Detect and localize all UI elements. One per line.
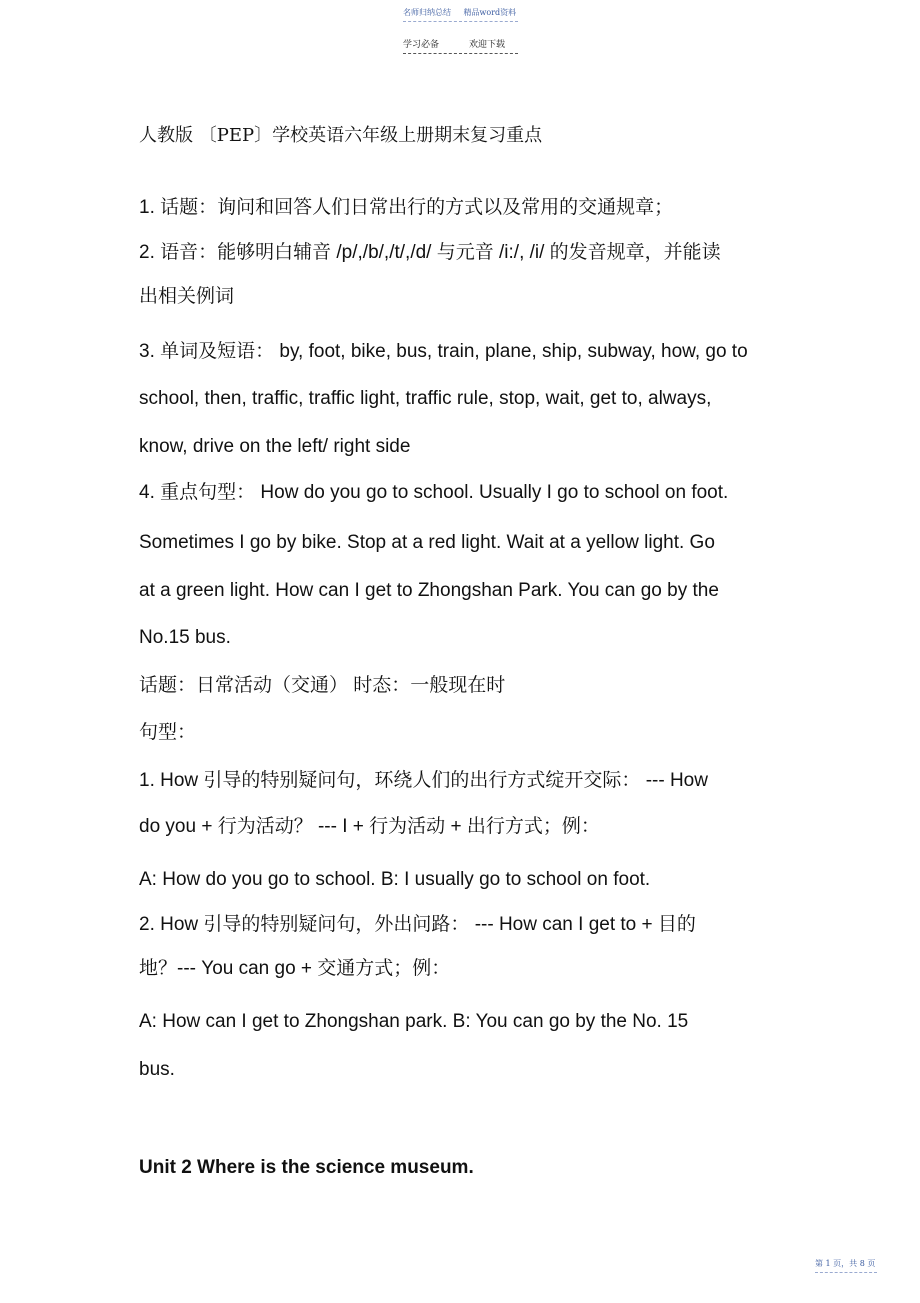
header-left-label: 名师归纳总结: [403, 8, 451, 17]
text-line-19: bus.: [139, 1059, 175, 1080]
text-line-3: 出相关例词: [139, 286, 235, 307]
text-line-9: at a green light. How can I get to Zhongshan Park. You can go by the: [139, 580, 719, 601]
document-title: 人教版 〔PEP〕学校英语六年级上册期末复习重点: [139, 125, 543, 146]
header-sub-right: 欢迎下载: [469, 40, 506, 50]
text-line-7: 4. 重点句型： How do you go to school. Usually I go to school on foot.: [139, 482, 729, 503]
text-line-13: 1. How 引导的特别疑问句，环绕人们的出行方式绽开交际： --- How: [139, 770, 708, 791]
text-line-15: A: How do you go to school. B: I usually go to school on foot.: [139, 869, 651, 890]
header-divider-top: [403, 21, 518, 22]
text-line-1: 1. 话题：询问和回答人们日常出行的方式以及常用的交通规章；: [139, 197, 674, 218]
text-line-2: 2. 语音：能够明白辅音 /p/,/b/,/t/,/d/ 与元音 /i:/, /i/ 的发音规章，并能读: [139, 242, 721, 263]
page-number: 第 1 页，共 8 页: [815, 1259, 876, 1268]
unit-heading: Unit 2 Where is the science museum.: [139, 1157, 474, 1178]
text-line-17: 地？--- You can go + 交通方式；例：: [139, 958, 451, 979]
header-sub-left: 学习必备: [403, 40, 440, 50]
text-line-12: 句型：: [139, 722, 197, 743]
header-right-label: 精品word资料: [463, 8, 517, 17]
text-line-11: 话题：日常活动（交通） 时态：一般现在时: [139, 675, 506, 696]
text-line-8: Sometimes I go by bike. Stop at a red light. Wait at a yellow light. Go: [139, 532, 715, 553]
text-line-16: 2. How 引导的特别疑问句，外出问路： --- How can I get to + 目的: [139, 914, 696, 935]
footer-divider: [815, 1272, 877, 1273]
header-divider-bottom: [403, 53, 518, 54]
text-line-4: 3. 单词及短语： by, foot, bike, bus, train, plane, ship, subway, how, go to: [139, 341, 748, 362]
header-banner: [403, 7, 526, 18]
text-line-6: know, drive on the left/ right side: [139, 436, 411, 457]
text-line-14: do you + 行为活动？ --- I + 行为活动 + 出行方式；例：: [139, 816, 600, 837]
header-subtitle: [403, 37, 505, 50]
text-line-5: school, then, traffic, traffic light, traffic rule, stop, wait, get to, always,: [139, 388, 712, 409]
text-line-18: A: How can I get to Zhongshan park. B: You can go by the No. 15: [139, 1011, 689, 1032]
text-line-10: No.15 bus.: [139, 627, 231, 648]
